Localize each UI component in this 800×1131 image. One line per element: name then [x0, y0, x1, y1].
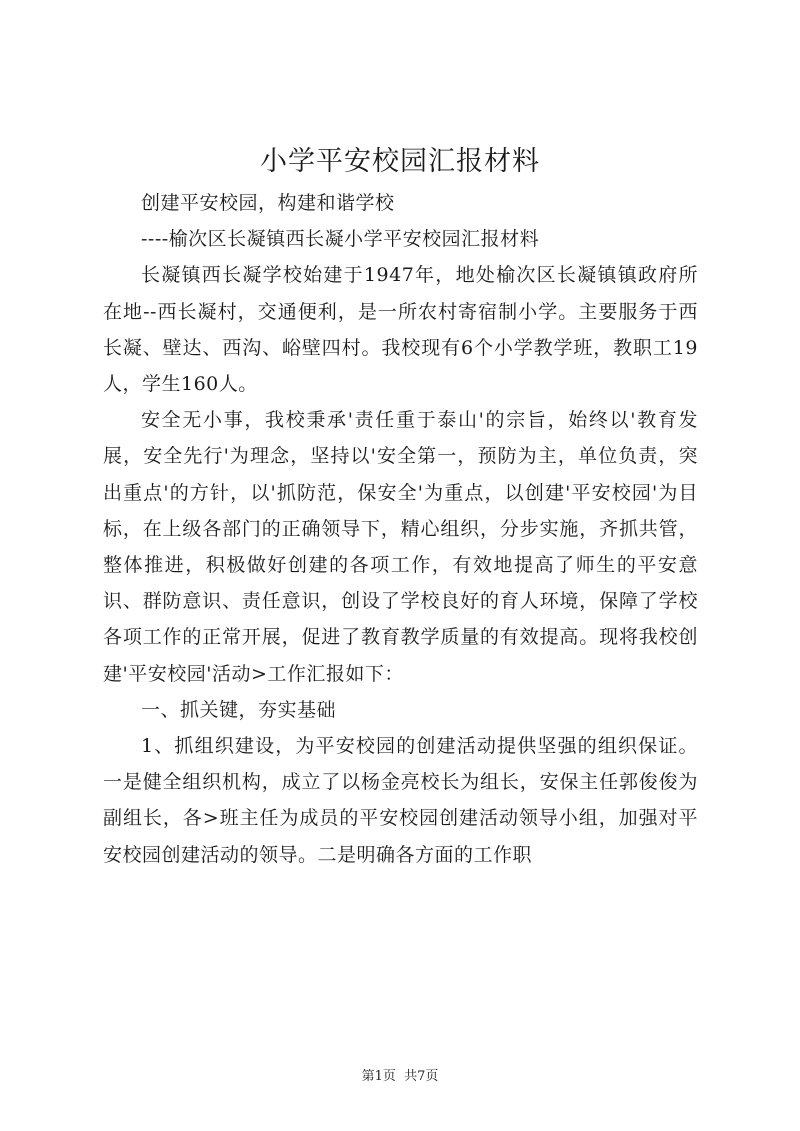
- subtitle-paragraph: 创建平安校园，构建和谐学校: [141, 192, 395, 214]
- document-body: [103, 185, 698, 873]
- page-footer: [0, 1068, 800, 1086]
- school-intro-paragraph: 长凝镇西长凝学校始建于1947年，地处榆次区长凝镇镇政府所在地--西长凝村，交通便利，是一所农村寄宿制小学。主要服务于西长凝、壁达、西沟、峪壁四村。我校现有6个小学教学班，教职工19人，学生160人。: [103, 264, 698, 396]
- page-number: 第1页: [361, 1069, 396, 1084]
- organization-paragraph: 1、抓组织建设，为平安校园的创建活动提供坚强的组织保证。一是健全组织机构，成立了以杨金亮校长为组长，安保主任郭俊俊为副组长，各>班主任为成员的平安校园创建活动领导小组，加强对平安校园创建活动的领导。二是明确各方面的工作职: [103, 735, 698, 866]
- source-paragraph: ----榆次区长凝镇西长凝小学平安校园汇报材料: [141, 228, 540, 251]
- section-heading: 一、抓关键，夯实基础: [141, 698, 337, 721]
- document-title: 小学平安校园汇报材料: [260, 146, 540, 177]
- safety-principle-paragraph: 安全无小事，我校秉承'责任重于泰山'的宗旨，始终以'教育发展，安全先行'为理念，坚持以'安全第一，预防为主，单位负责，突出重点'的方针，以'抓防范，保安全'为重点，以创建'平安校园'为目标，在上级各部门的正确领导下，精心组织，分步实施，齐抓共管，整体推进，积极做好创建的各项工作，有效地提高了师生的平安意识、群防意识、责任意识，创设了学校良好的育人环境，保障了学校各项工作的正常开展，促进了教育教学质量的有效提高。现将我校创建'平安校园'活动>工作汇报如下：: [103, 409, 698, 685]
- page-total: 共7页: [404, 1069, 439, 1084]
